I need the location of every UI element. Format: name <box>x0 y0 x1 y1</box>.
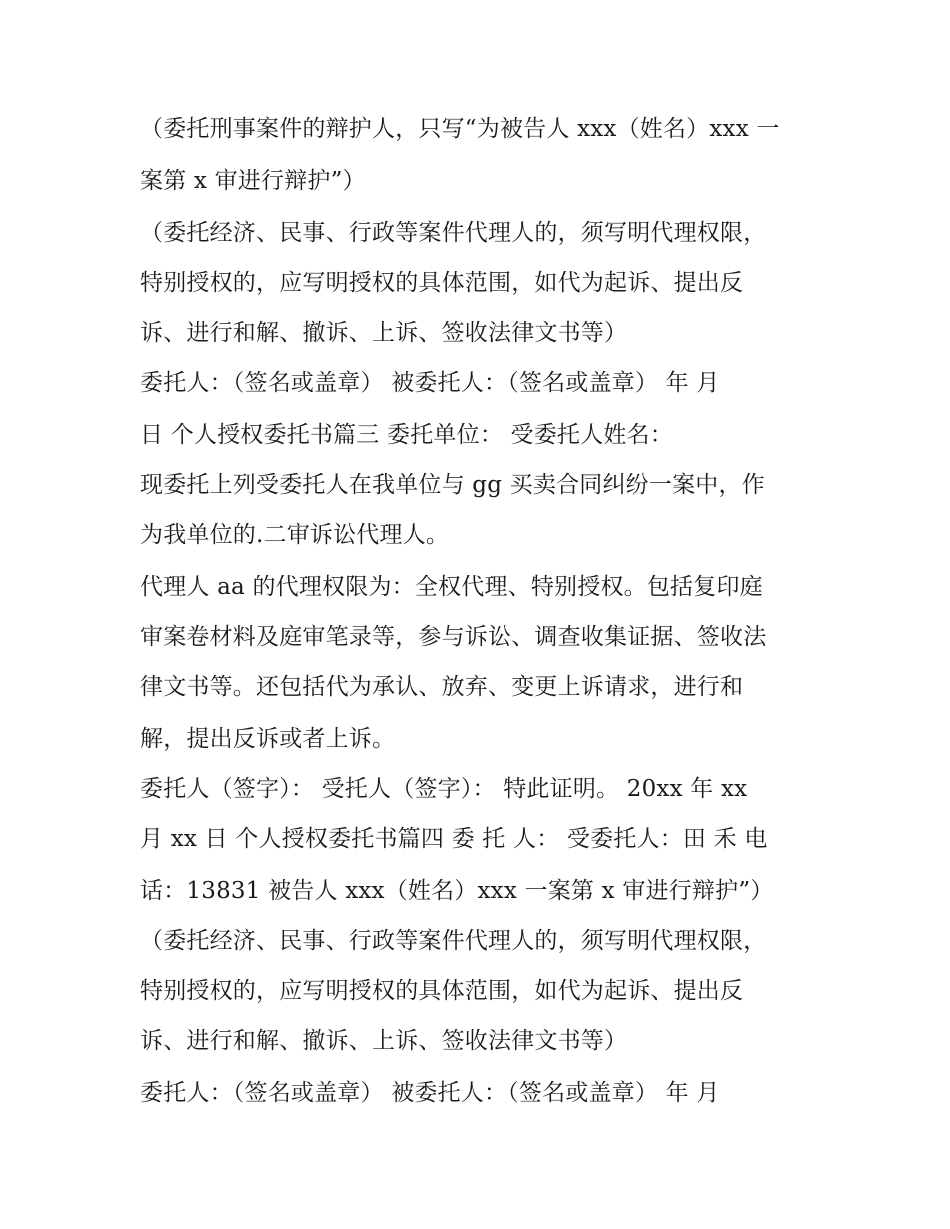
text-line: 特别授权的，应写明授权的具体范围，如代为起诉、提出反 <box>140 978 744 1004</box>
text-line: 为我单位的.二审诉讼代理人。 <box>140 522 450 548</box>
text-line: 律文书等。还包括代为承认、放弃、变更上诉请求，进行和 <box>140 674 744 700</box>
text-line: 日 个人授权委托书篇三 委托单位： 受委托人姓名： <box>140 422 673 448</box>
text-line: 现委托上列受委托人在我单位与 gg 买卖合同纠纷一案中，作 <box>140 472 765 498</box>
text-line: 委托人：（签名或盖章） 被委托人：（签名或盖章） 年 月 <box>140 1080 720 1106</box>
text-line: 审案卷材料及庭审笔录等，参与诉讼、调查收集证据、签收法 <box>140 624 767 650</box>
text-line: 案第 x 审进行辩护”） <box>140 168 366 194</box>
text-line: 诉、进行和解、撤诉、上诉、签收法律文书等） <box>140 1028 628 1054</box>
text-line: 月 xx 日 个人授权委托书篇四 委 托 人： 受委托人：田 禾 电 <box>140 826 768 852</box>
text-line: 代理人 aa 的代理权限为：全权代理、特别授权。包括复印庭 <box>140 574 763 600</box>
text-line: （委托刑事案件的辩护人，只写“为被告人 xxx（姓名）xxx 一 <box>140 116 780 142</box>
text-line: （委托经济、民事、行政等案件代理人的，须写明代理权限， <box>140 928 767 954</box>
text-line: 委托人（签字）： 受托人（签字）： 特此证明。 20xx 年 xx <box>140 776 748 802</box>
text-line: 诉、进行和解、撤诉、上诉、签收法律文书等） <box>140 320 628 346</box>
text-line: （委托经济、民事、行政等案件代理人的，须写明代理权限， <box>140 220 767 246</box>
text-line: 话：13831 被告人 xxx（姓名）xxx 一案第 x 审进行辩护”） <box>140 878 774 904</box>
text-line: 特别授权的，应写明授权的具体范围，如代为起诉、提出反 <box>140 270 744 296</box>
text-line: 解，提出反诉或者上诉。 <box>140 726 396 752</box>
text-line: 委托人：（签名或盖章） 被委托人：（签名或盖章） 年 月 <box>140 370 720 396</box>
